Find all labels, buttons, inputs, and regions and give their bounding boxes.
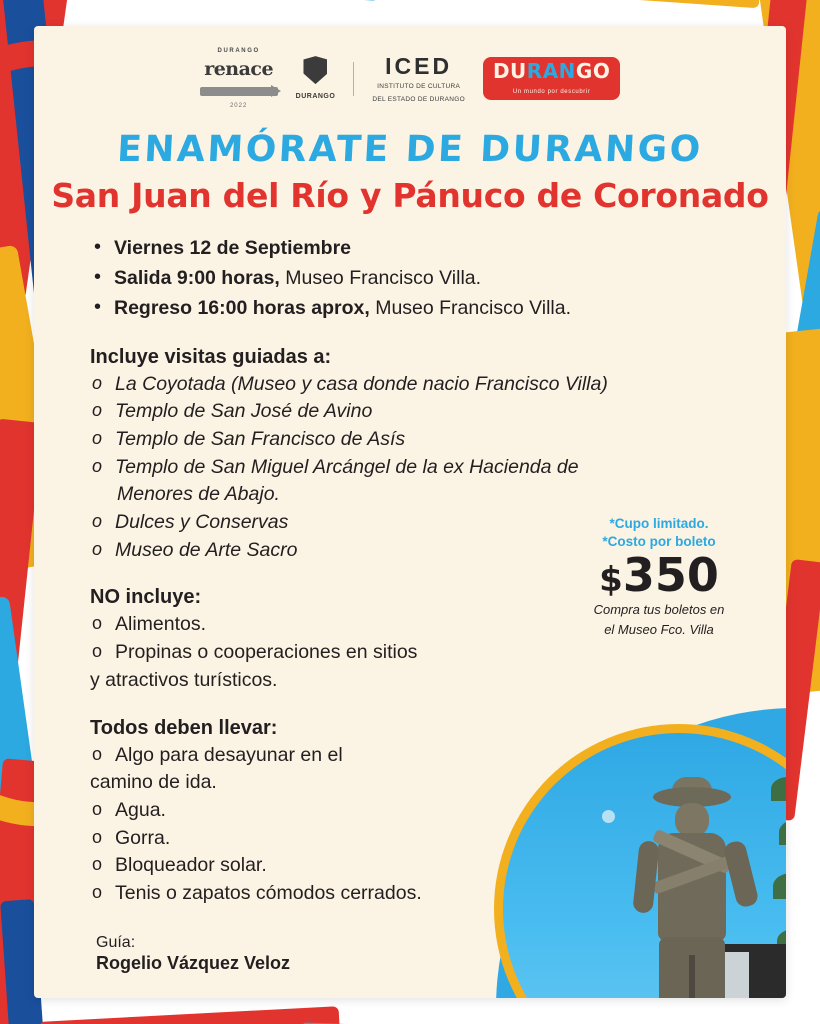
durango-brand-wordmark: DURANGO	[492, 59, 611, 83]
moon-icon	[602, 810, 615, 823]
list-item	[90, 233, 746, 263]
list-item: o Templo de San José de Avino	[90, 398, 746, 426]
poster-card	[34, 26, 786, 998]
price-buy-line-1: Compra tus boletos en	[593, 602, 725, 618]
return-place: Museo Francisco Villa.	[369, 297, 571, 320]
durango-renace-logo	[200, 48, 278, 109]
list-item	[90, 263, 746, 293]
price-note-line-1: *Cupo limitado.	[609, 516, 709, 531]
francisco-villa-statue	[630, 787, 754, 998]
statue-photo	[494, 724, 786, 998]
list-item: o Museo de Arte Sacro	[90, 537, 746, 565]
list-item: o Tenis o zapatos cómodos cerrados.	[90, 880, 746, 908]
price-block	[554, 515, 764, 639]
guide-label: Guía:	[96, 933, 136, 951]
renace-logo-top-text: DURANGO	[217, 48, 260, 54]
return-label: Regreso 16:00 horas aprox,	[114, 297, 370, 320]
bring-item-1-line2: camino de ida.	[90, 771, 217, 794]
price-buy-line-2: el Museo Fco. Villa	[604, 622, 714, 638]
departure-place: Museo Francisco Villa.	[279, 267, 482, 290]
poster-title-secondary: San Juan del Río y Pánuco de Coronado	[51, 176, 769, 215]
list-item: o Gorra.	[90, 825, 746, 853]
durango-tourism-logo	[483, 57, 620, 100]
list-item: o Agua.	[90, 797, 746, 825]
renace-logo-wordmark: renace	[204, 58, 274, 80]
iced-logo-wordmark: ICED	[385, 52, 453, 79]
price-amount	[554, 548, 764, 603]
shield-icon	[303, 56, 327, 84]
includes-item-4-line2: Menores de Abajo.	[117, 483, 280, 506]
list-item: o La Coyotada (Museo y casa donde nacio Francisco Villa)	[90, 371, 746, 399]
list-item: o Dulces y Conservas	[90, 509, 746, 537]
list-item: o Bloqueador solar.	[90, 852, 746, 880]
durango-brand-tagline: Un mundo por descubrir	[512, 89, 591, 95]
iced-logo	[372, 54, 465, 104]
price-value: 350	[622, 548, 719, 603]
list-item	[90, 293, 746, 323]
list-item	[90, 454, 746, 509]
includes-heading: Incluye visitas guiadas a:	[90, 345, 332, 368]
poster-title-primary: ENAMÓRATE DE DURANGO	[116, 129, 704, 170]
list-item: o Alimentos.	[90, 611, 746, 639]
iced-logo-subtitle-2: DEL ESTADO DE DURANGO	[372, 95, 465, 103]
bring-item-1-line1: Algo para desayunar en el	[115, 743, 343, 766]
gobierno-durango-logo	[296, 56, 336, 101]
iced-logo-subtitle-1: INSTITUTO DE CULTURA	[377, 82, 461, 90]
price-currency-symbol: $	[599, 560, 623, 601]
photo-image	[503, 733, 786, 998]
not-includes-heading: NO incluye:	[90, 586, 202, 609]
includes-item-4-line1: Templo de San Miguel Arcángel de la ex Hacienda de	[115, 455, 579, 478]
price-note-line-2: *Costo por boleto	[602, 533, 716, 549]
renace-logo-year: 2022	[229, 103, 248, 109]
logo-row	[34, 26, 786, 115]
renace-logo-arrow-icon	[200, 87, 278, 96]
schedule-list	[90, 233, 746, 324]
departure-label: Salida 9:00 horas,	[114, 267, 280, 290]
list-item: o Templo de San Francisco de Asís	[90, 426, 746, 454]
gobierno-logo-label: DURANGO	[295, 93, 336, 101]
not-includes-continuation: y atractivos turísticos.	[90, 668, 278, 691]
schedule-date: Viernes 12 de Septiembre	[114, 237, 352, 259]
logo-divider	[353, 62, 354, 96]
guide-name: Rogelio Vázquez Veloz	[96, 952, 291, 973]
bring-heading: Todos deben llevar:	[90, 716, 278, 739]
list-item: o Propinas o cooperaciones en sitios	[90, 639, 746, 667]
